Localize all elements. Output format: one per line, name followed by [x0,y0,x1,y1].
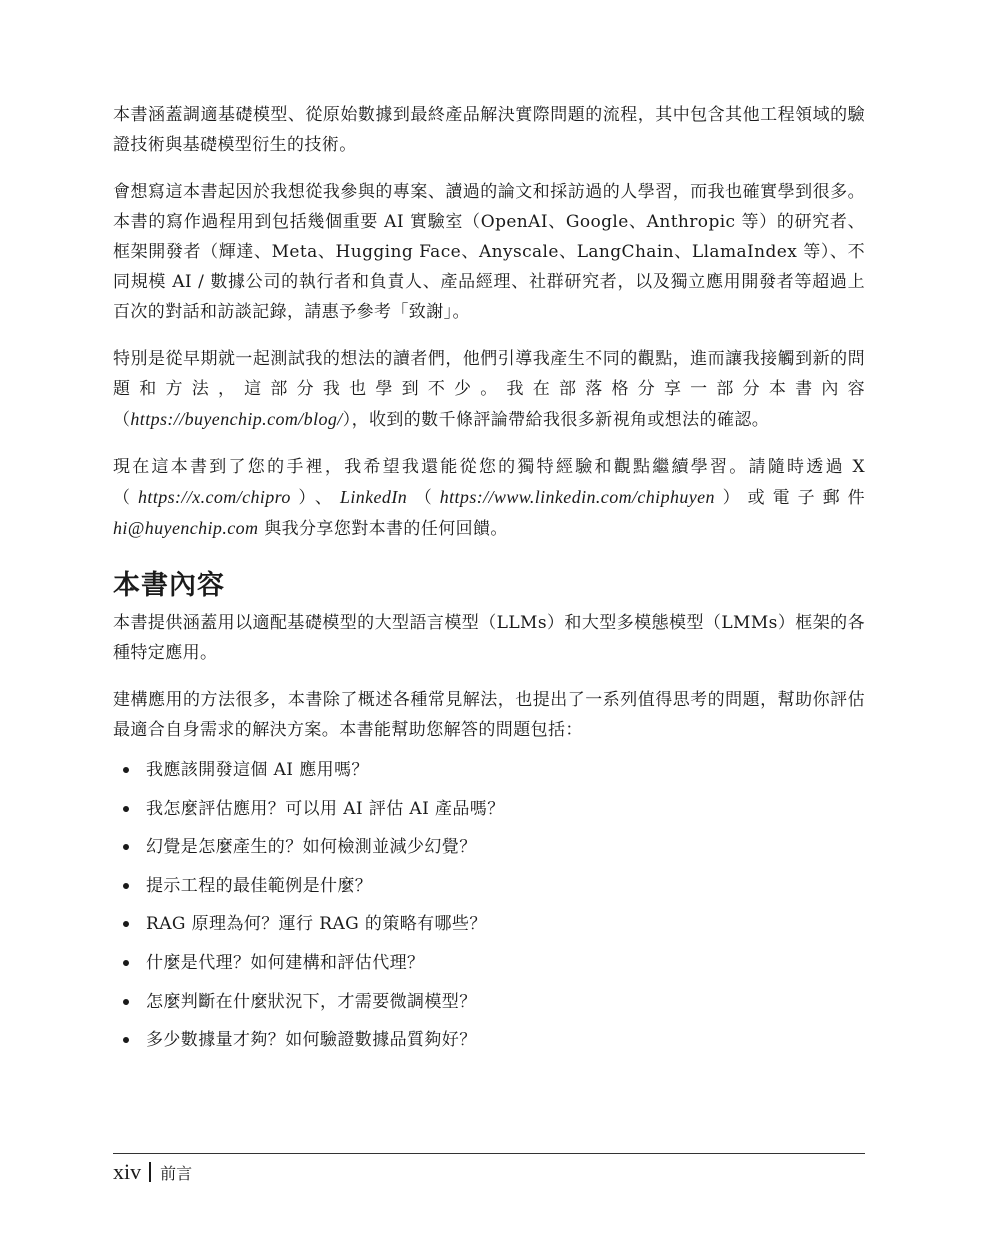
email-link[interactable]: hi@huyenchip.com [113,518,259,538]
list-item-text: 多少數據量才夠？如何驗證數據品質夠好？ [146,1030,477,1051]
text-segment: ）或電子郵件 [714,488,865,508]
bullet-icon [123,844,129,850]
paragraph-motivation: 會想寫這本書起因於我想從我參與的專案、讀過的論文和採訪過的人學習，而我也確實學到很多。本書的寫作過程用到包括幾個重要 AI 實驗室（OpenAI、Google、Anthropic 等）的研究者、框架開發者（輝達、Meta、Hugging Face、Anyscale、LangChain、LlamaIndex 等）、不同規模 AI / 數據公司的執行者和負責人、產品經理、社群研究者，以及獨立應用開發者等超過上百次的對話和訪談記錄，請惠予參考「致謝」。 [113,182,865,322]
list-item [113,1027,865,1053]
bullet-icon [123,1037,129,1043]
linkedin-label: LinkedIn [339,487,408,507]
page-footer [113,1153,865,1185]
bullet-icon [123,806,129,812]
paragraph-feedback [113,452,865,544]
list-item-text: RAG 原理為何？運行 RAG 的策略有哪些？ [146,914,487,935]
bullet-icon [123,767,129,773]
list-item [113,989,865,1015]
list-item [113,911,865,937]
text-segment: 與我分享您對本書的任何回饋。 [258,519,508,539]
list-item [113,834,865,860]
list-item [113,757,865,783]
text-segment: 特別是從早期就一起測試我的想法的讀者們，他們引導我產生不同的觀點，進而讓我接觸到新的問題和方法，這部分我也學到不少。我在部落格分享一部分本書內容（ [113,349,865,430]
paragraph-early-readers [113,344,865,435]
list-item-text: 怎麼判斷在什麼狀況下，才需要微調模型？ [146,991,477,1012]
paragraph-scope: 本書涵蓋調適基礎模型、從原始數據到最終產品解決實際問題的流程，其中包含其他工程領域的驗證技術與基礎模型衍生的技術。 [113,105,865,155]
text-segment: ），收到的數千條評論帶給我很多新視角或想法的確認。 [342,410,770,430]
bullet-icon [123,960,129,966]
section-heading: 本書內容 [113,570,225,601]
footer-divider [149,1162,151,1182]
list-item-text: 我怎麼評估應用？可以用 AI 評估 AI 產品嗎？ [146,798,505,819]
question-list [113,757,865,1053]
list-item [113,873,865,899]
paragraph-book-content: 本書提供涵蓋用以適配基礎模型的大型語言模型（LLMs）和大型多模態模型（LMMs）框架的各種特定應用。 [113,613,865,663]
list-item [113,950,865,976]
bullet-icon [123,883,129,889]
linkedin-link[interactable]: https://www.linkedin.com/chiphuyen [439,487,715,507]
list-item-text: 幻覺是怎麼產生的？如何檢測並減少幻覺？ [146,837,477,858]
list-item [113,796,865,822]
list-item-text: 什麼是代理？如何建構和評估代理？ [146,952,425,973]
list-item-text: 我應該開發這個 AI 應用嗎？ [146,760,369,780]
x-link[interactable]: https://x.com/chipro [138,487,291,507]
text-segment: ）、 [290,488,340,508]
running-title: 前言 [160,1163,193,1183]
page-body [113,100,865,1066]
bullet-icon [123,921,129,927]
text-segment: （ [407,488,440,508]
blog-link[interactable]: https://buyenchip.com/blog/ [130,409,343,429]
text-segment: 現在這本書到了您的手裡，我希望我還能從您的獨特經驗和觀點繼續學習。請隨時透過 X（ [113,457,865,508]
list-item-text: 提示工程的最佳範例是什麼？ [146,875,373,896]
paragraph-questions-intro: 建構應用的方法很多，本書除了概述各種常見解法，也提出了一系列值得思考的問題，幫助你評估最適合自身需求的解決方案。本書能幫助您解答的問題包括： [113,690,865,740]
page-number: xiv [113,1159,142,1184]
bullet-icon [123,999,129,1005]
